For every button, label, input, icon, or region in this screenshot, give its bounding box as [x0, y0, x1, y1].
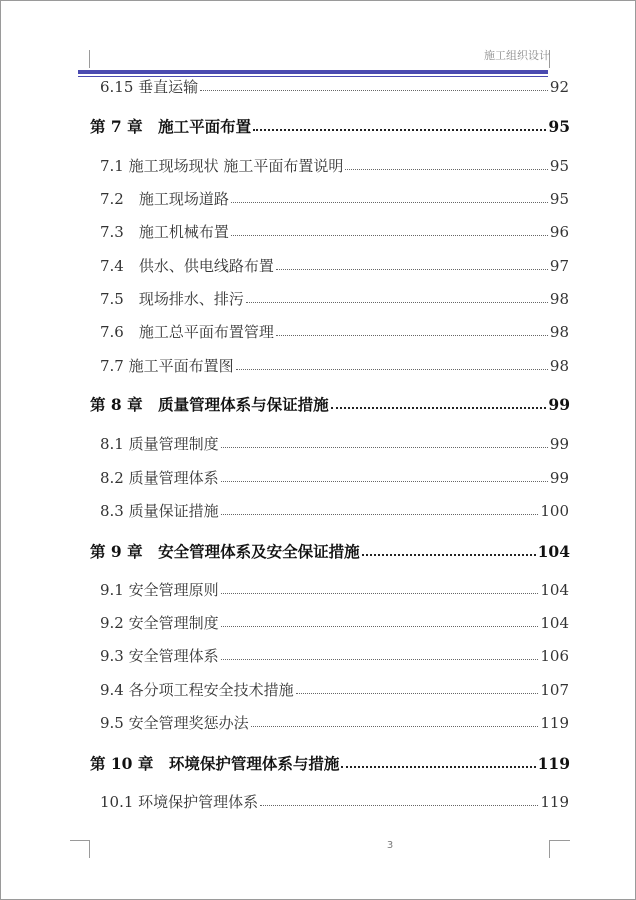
toc-dot-leader — [276, 334, 548, 336]
toc-entry-label: 第 7 章 施工平面布置 — [90, 117, 252, 136]
toc-dot-leader — [345, 168, 548, 170]
toc-section-entry[interactable] — [100, 791, 569, 812]
toc-section-entry[interactable] — [100, 188, 569, 209]
toc-section-entry[interactable] — [100, 467, 569, 488]
crop-mark-bottom-left-v — [89, 840, 90, 858]
toc-entry-label: 8.2 质量管理体系 — [100, 469, 219, 487]
toc-entry-label: 9.4 各分项工程安全技术措施 — [100, 681, 294, 699]
toc-dot-leader — [221, 446, 548, 448]
toc-entry-label: 7.2 施工现场道路 — [100, 190, 229, 208]
toc-entry-page-number: 97 — [549, 257, 569, 275]
toc-section-entry[interactable] — [100, 612, 569, 633]
toc-section-entry[interactable] — [100, 221, 569, 242]
toc-chapter-entry[interactable] — [90, 115, 570, 137]
toc-entry-label: 8.1 质量管理制度 — [100, 435, 219, 453]
header-title: 施工组织设计 — [484, 49, 550, 62]
toc-dot-leader — [221, 592, 539, 594]
toc-entry-page-number: 104 — [537, 542, 570, 561]
toc-entry-label: 第 8 章 质量管理体系与保证措施 — [90, 395, 329, 414]
toc-entry-page-number: 100 — [540, 502, 569, 520]
toc-dot-leader — [221, 480, 548, 482]
toc-section-entry[interactable] — [100, 76, 569, 97]
toc-dot-leader — [341, 765, 535, 768]
toc-entry-page-number: 98 — [549, 357, 569, 375]
toc-entry-label: 7.5 现场排水、排污 — [100, 290, 244, 308]
toc-dot-leader — [362, 553, 536, 556]
toc-entry-label: 8.3 质量保证措施 — [100, 502, 219, 520]
toc-entry-page-number: 95 — [548, 117, 570, 136]
toc-entry-page-number: 107 — [540, 681, 569, 699]
footer-page-number: 3 — [386, 840, 394, 851]
toc-section-entry[interactable] — [100, 155, 569, 176]
toc-entry-label: 7.6 施工总平面布置管理 — [100, 323, 274, 341]
toc-dot-leader — [221, 658, 539, 660]
toc-entry-label: 7.3 施工机械布置 — [100, 223, 229, 241]
toc-entry-page-number: 96 — [549, 223, 569, 241]
toc-dot-leader — [260, 804, 538, 806]
toc-entry-label: 9.1 安全管理原则 — [100, 581, 219, 599]
toc-entry-page-number: 98 — [549, 290, 569, 308]
toc-entry-page-number: 95 — [549, 190, 569, 208]
toc-entry-label: 10.1 环境保护管理体系 — [100, 793, 259, 811]
toc-dot-leader — [236, 368, 548, 370]
toc-section-entry[interactable] — [100, 645, 569, 666]
toc-dot-leader — [331, 406, 547, 409]
toc-dot-leader — [253, 128, 546, 131]
toc-entry-label: 7.4 供水、供电线路布置 — [100, 257, 274, 275]
toc-dot-leader — [231, 201, 548, 203]
toc-dot-leader — [276, 268, 548, 270]
toc-chapter-entry[interactable] — [90, 393, 570, 415]
toc-entry-label: 9.2 安全管理制度 — [100, 614, 219, 632]
toc-entry-page-number: 104 — [540, 581, 569, 599]
toc-section-entry[interactable] — [100, 255, 569, 276]
toc-section-entry[interactable] — [100, 712, 569, 733]
crop-mark-top-left-v — [89, 50, 90, 68]
toc-entry-label: 第 10 章 环境保护管理体系与措施 — [90, 754, 340, 773]
toc-entry-page-number: 119 — [537, 754, 570, 773]
toc-entry-label: 6.15 垂直运输 — [100, 78, 199, 96]
toc-dot-leader — [231, 234, 548, 236]
toc-section-entry[interactable] — [100, 288, 569, 309]
toc-section-entry[interactable] — [100, 500, 569, 521]
toc-section-entry[interactable] — [100, 321, 569, 342]
toc-chapter-entry[interactable] — [90, 540, 570, 562]
toc-entry-page-number: 99 — [549, 469, 569, 487]
toc-dot-leader — [296, 692, 539, 694]
toc-entry-page-number: 92 — [549, 78, 569, 96]
toc-section-entry[interactable] — [100, 433, 569, 454]
toc-entry-label: 第 9 章 安全管理体系及安全保证措施 — [90, 542, 360, 561]
toc-entry-page-number: 106 — [540, 647, 569, 665]
crop-mark-bottom-right-h — [550, 840, 570, 841]
toc-entry-page-number: 98 — [549, 323, 569, 341]
toc-dot-leader — [221, 513, 539, 515]
toc-entry-page-number: 99 — [549, 435, 569, 453]
crop-mark-bottom-right-v — [549, 840, 550, 858]
toc-entry-page-number: 104 — [540, 614, 569, 632]
toc-chapter-entry[interactable] — [90, 752, 570, 774]
toc-dot-leader — [246, 301, 548, 303]
header-rule-thick — [78, 70, 548, 74]
toc-entry-label: 9.5 安全管理奖惩办法 — [100, 714, 249, 732]
toc-entry-page-number: 99 — [548, 395, 570, 414]
toc-dot-leader — [200, 89, 548, 91]
crop-mark-bottom-left-h — [70, 840, 90, 841]
toc-dot-leader — [251, 725, 539, 727]
toc-entry-label: 9.3 安全管理体系 — [100, 647, 219, 665]
toc-section-entry[interactable] — [100, 355, 569, 376]
toc-entry-label: 7.7 施工平面布置图 — [100, 357, 234, 375]
toc-entry-page-number: 119 — [540, 714, 569, 732]
toc-entry-page-number: 95 — [549, 157, 569, 175]
toc-section-entry[interactable] — [100, 679, 569, 700]
toc-entry-label: 7.1 施工现场现状 施工平面布置说明 — [100, 157, 344, 175]
toc-entry-page-number: 119 — [540, 793, 569, 811]
toc-section-entry[interactable] — [100, 579, 569, 600]
toc-dot-leader — [221, 625, 539, 627]
